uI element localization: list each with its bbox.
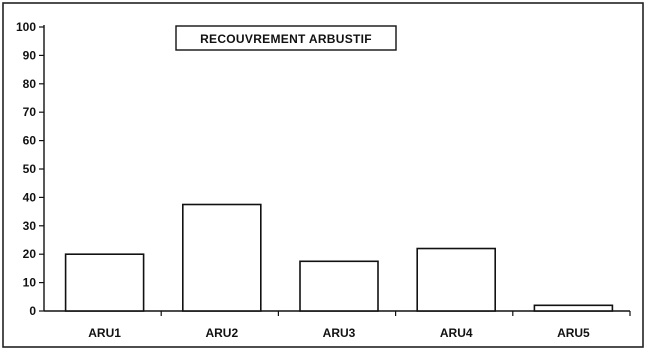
chart-title-box <box>176 26 396 50</box>
y-tick-label: 80 <box>22 76 36 91</box>
x-axis-labels <box>88 326 590 340</box>
y-tick-label: 0 <box>29 304 36 318</box>
chart-title: RECOUVREMENT ARBUSTIF <box>200 32 372 46</box>
bar-aru5 <box>534 305 612 311</box>
y-tick-label: 50 <box>22 162 36 176</box>
x-category-label: ARU3 <box>322 326 356 340</box>
bar-aru1 <box>66 254 144 311</box>
x-category-label: ARU4 <box>439 326 473 340</box>
x-category-label: ARU1 <box>88 326 121 340</box>
y-axis-ticks <box>16 20 44 318</box>
y-tick-label: 90 <box>22 48 36 63</box>
y-tick-label: 10 <box>22 275 36 290</box>
y-tick-label: 70 <box>22 105 36 120</box>
x-category-label: ARU5 <box>557 326 590 340</box>
bar-aru2 <box>183 205 261 312</box>
y-tick-label: 20 <box>22 247 36 262</box>
x-category-label: ARU2 <box>205 326 239 340</box>
y-tick-label: 40 <box>22 190 36 205</box>
bars <box>66 205 630 317</box>
y-tick-label: 100 <box>15 20 36 34</box>
y-tick-label: 30 <box>22 218 36 233</box>
bar-aru4 <box>417 249 495 311</box>
y-tick-label: 60 <box>22 133 36 148</box>
bar-aru3 <box>300 261 378 311</box>
